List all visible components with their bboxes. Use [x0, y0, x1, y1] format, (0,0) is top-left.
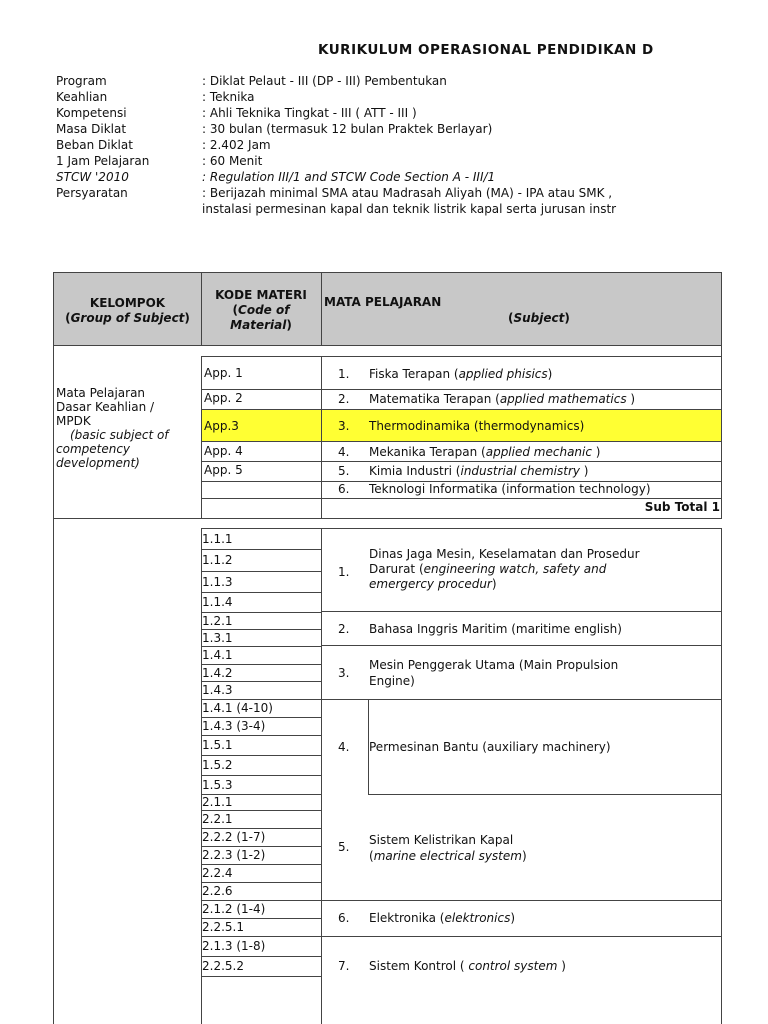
info-key: 1 Jam Pelajaran [56, 154, 150, 168]
info-key: Program [56, 74, 107, 88]
subject-name: Kimia Industri (industrial chemistry ) [369, 464, 589, 478]
info-value: : 60 Menit [202, 154, 263, 168]
subject-name: Permesinan Bantu (auxiliary machinery) [369, 740, 611, 754]
group1-label-line: development) [56, 456, 140, 470]
info-value: : Berijazah minimal SMA atau Madrasah Aliyah (MA) - IPA atau SMK , [202, 186, 613, 200]
row-number: 5. [338, 464, 350, 478]
code-cell: 2.1.2 (1-4) [202, 902, 266, 916]
code-cell: App. 4 [204, 444, 243, 458]
info-key: Keahlian [56, 90, 108, 104]
info-row-masa-diklat [56, 121, 768, 137]
code-row-divider [201, 828, 321, 829]
code-row-divider [201, 810, 321, 811]
info-key: Beban Diklat [56, 138, 133, 152]
code-row-divider [201, 956, 321, 957]
code-cell: 1.2.1 [202, 613, 233, 628]
code-row-divider [201, 735, 321, 736]
code-cell: 1.1.1 [202, 532, 233, 546]
code-cell: 1.4.3 [202, 683, 233, 697]
code-row-divider [201, 549, 321, 550]
code-cell: 2.2.4 [202, 866, 233, 880]
subject-name: Mesin Penggerak Utama (Main Propulsion Engine) [369, 658, 619, 688]
subject-name: Sistem Kelistrikan Kapal (marine electrical system) [369, 833, 527, 863]
header-kelompok-label: KELOMPOK [89, 296, 166, 310]
group1-label-line: (basic subject of [70, 428, 169, 442]
code-row-divider [201, 864, 321, 865]
code-row-divider [201, 681, 321, 682]
code-cell: App. 5 [204, 463, 243, 477]
code-cell: 2.1.3 (1-8) [202, 939, 266, 953]
code-row-divider [201, 900, 321, 901]
code-cell: 1.4.2 [202, 665, 233, 680]
info-row-beban-diklat [56, 137, 768, 153]
subject-name: Bahasa Inggris Maritim (maritime english) [369, 622, 622, 636]
group1-label-line: MPDK [56, 414, 91, 428]
code-cell: App. 2 [204, 391, 243, 405]
header-mata-en: (Subject) [508, 311, 570, 325]
document-title: KURIKULUM OPERASIONAL PENDIDIKAN D [318, 42, 654, 58]
info-key: Kompetensi [56, 106, 127, 120]
code-cell: 1.4.1 [202, 648, 233, 662]
row-number: 4. [338, 445, 350, 459]
info-key: Masa Diklat [56, 122, 127, 136]
subject-name: Mekanika Terapan (applied mechanic ) [369, 445, 601, 459]
code-cell: 2.1.1 [202, 795, 233, 809]
code-row-divider [201, 882, 321, 883]
code-cell: 2.2.5.2 [202, 959, 244, 973]
header-mata: MATA PELAJARAN [324, 295, 442, 309]
code-row-divider [201, 936, 321, 937]
info-key: Persyaratan [56, 186, 128, 200]
info-value: : Regulation III/1 and STCW Code Section A - III/1 [202, 170, 496, 184]
row-number: 3. [338, 419, 350, 433]
subtotal-label: Sub Total 1 [644, 500, 720, 514]
header-kode: KODE MATERI (Code of Material) [201, 288, 321, 333]
code-cell: 2.2.3 (1-2) [202, 848, 266, 862]
code-cell: App.3 [204, 419, 239, 433]
header-kelompok: KELOMPOK (Group of Subject) [54, 296, 201, 326]
code-row-divider [201, 918, 321, 919]
group1-label-line: Dasar Keahlian / [56, 400, 155, 414]
program-info [56, 73, 768, 217]
subject-name: Thermodinamika (thermodynamics) [369, 419, 585, 433]
row-number: 2. [338, 622, 350, 636]
code-row-divider [201, 717, 321, 718]
info-row-jam-pelajaran [56, 153, 768, 169]
header-kode-en1: Code of [238, 303, 290, 317]
subject-name: Elektronika (elektronics) [369, 911, 516, 925]
code-cell: App. 1 [204, 366, 243, 380]
code-cell: 2.2.6 [202, 884, 233, 898]
subject-name: Matematika Terapan (applied mathematics ) [369, 392, 636, 406]
code-row-divider [201, 592, 321, 593]
code-cell: 1.4.3 (3-4) [202, 719, 266, 733]
group1-label-line: Mata Pelajaran [56, 386, 146, 400]
code-cell: 2.2.1 [202, 812, 233, 826]
code-row-divider [201, 571, 321, 572]
code-row-divider [201, 775, 321, 776]
code-cell: 1.5.2 [202, 758, 233, 772]
row-number: 6. [338, 911, 350, 925]
info-value: : 30 bulan (termasuk 12 bulan Praktek Berlayar) [202, 122, 493, 136]
info-value: : Ahli Teknika Tingkat - III ( ATT - III ) [202, 106, 417, 120]
info-key: STCW '2010 [56, 170, 129, 184]
code-row-divider [201, 976, 321, 977]
header-kelompok-en: Group of Subject [70, 311, 185, 325]
header-kode-label: KODE MATERI [215, 288, 307, 302]
subject-name: Fiska Terapan (applied phisics) [369, 367, 553, 381]
row-number: 6. [338, 482, 350, 496]
info-continuation: instalasi permesinan kapal dan teknik listrik kapal serta jurusan instr [202, 202, 617, 216]
code-cell: 1.1.3 [202, 574, 233, 589]
code-cell: 1.5.1 [202, 738, 233, 752]
code-row-divider [201, 846, 321, 847]
group1-label-line: competency [56, 442, 131, 456]
subject-name: Dinas Jaga Mesin, Keselamatan dan Prosedur Darurat (engineering watch, safety and emergercy procedur) [369, 547, 640, 591]
subject-name: Teknologi Informatika (information technology) [369, 482, 651, 496]
code-cell: 1.3.1 [202, 630, 233, 645]
code-row-divider [201, 646, 321, 647]
code-cell: 1.5.3 [202, 777, 233, 792]
row-number: 4. [338, 740, 350, 754]
row-number: 7. [338, 959, 350, 973]
row-number: 5. [338, 840, 350, 854]
info-row-stcw [56, 169, 768, 185]
row-number: 2. [338, 392, 350, 406]
code-row-divider [201, 755, 321, 756]
subject-name: Sistem Kontrol ( control system ) [369, 959, 566, 973]
info-row-keahlian [56, 89, 768, 105]
header-kode-en2: Material [230, 318, 287, 332]
row-number: 1. [338, 565, 350, 579]
info-value: : 2.402 Jam [202, 138, 271, 152]
code-row-divider [201, 699, 321, 700]
code-cell: 1.4.1 (4-10) [202, 701, 273, 715]
info-value: : Teknika [202, 90, 255, 104]
info-row-program [56, 73, 768, 89]
group1-label [56, 386, 169, 470]
code-cell: 2.2.2 (1-7) [202, 830, 266, 844]
info-value: : Diklat Pelaut - III (DP - III) Pembentukan [202, 74, 447, 88]
code-cell: 1.1.2 [202, 553, 233, 567]
info-row-persyaratan [56, 185, 768, 201]
info-row-kompetensi [56, 105, 768, 121]
code-cell: 1.1.4 [202, 595, 233, 609]
header-mata-en-label: Subject [513, 311, 565, 325]
row-number: 3. [338, 666, 350, 680]
row-number: 1. [338, 367, 350, 381]
code-cell: 2.2.5.1 [202, 920, 244, 934]
